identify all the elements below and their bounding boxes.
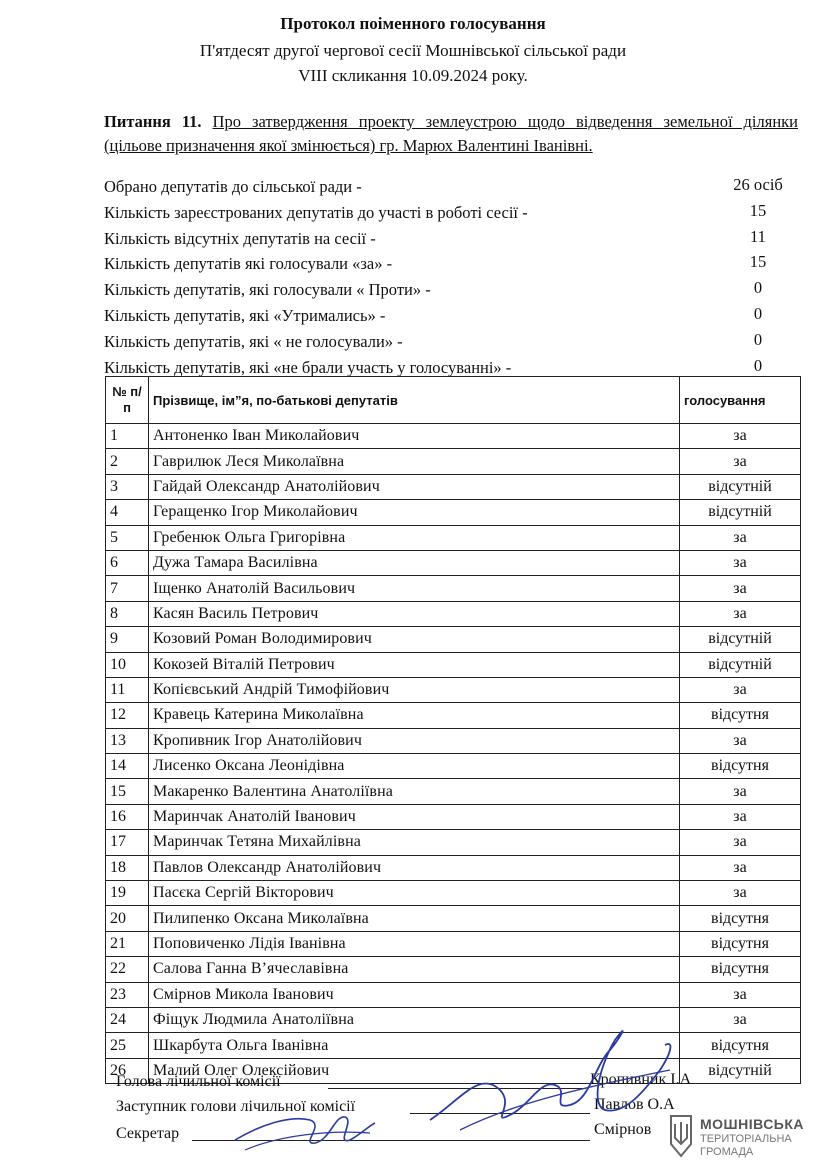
cell-num: 19 <box>106 881 149 906</box>
cell-num: 20 <box>106 906 149 931</box>
header-convocation: VIII скликання 10.09.2024 року. <box>298 66 528 85</box>
cell-num: 2 <box>106 449 149 474</box>
table-row <box>106 525 801 550</box>
cell-name: Дужа Тамара Василівна <box>149 550 680 575</box>
cell-name: Шкарбута Ольга Іванівна <box>149 1033 680 1058</box>
stat-row <box>104 200 804 229</box>
cell-num: 5 <box>106 525 149 550</box>
cell-num: 16 <box>106 804 149 829</box>
stat-label: Кількість депутатів, які голосували « Проти» - <box>104 280 431 300</box>
table-row <box>106 550 801 575</box>
cell-vote: за <box>680 525 801 550</box>
question-label: Питання 11. <box>104 112 202 131</box>
cell-vote: за <box>680 449 801 474</box>
table-row <box>106 576 801 601</box>
cell-num: 11 <box>106 677 149 702</box>
chair-sign-line <box>328 1088 586 1089</box>
table-row <box>106 779 801 804</box>
cell-num: 10 <box>106 652 149 677</box>
cell-vote: відсутній <box>680 474 801 499</box>
table-row <box>106 424 801 449</box>
cell-num: 12 <box>106 703 149 728</box>
stat-row <box>104 280 804 306</box>
stat-label: Обрано депутатів до сільської ради - <box>104 177 362 196</box>
cell-vote: за <box>680 881 801 906</box>
stat-row <box>104 177 804 203</box>
table-row <box>106 931 801 956</box>
cell-name: Козовий Роман Володимирович <box>149 627 680 652</box>
cell-num: 9 <box>106 627 149 652</box>
cell-name: Поповиченко Лідія Іванівна <box>149 931 680 956</box>
cell-vote: відсутня <box>680 957 801 982</box>
table-row <box>106 601 801 626</box>
stat-value: 0 <box>753 329 763 349</box>
table-row <box>106 982 801 1007</box>
stat-value: 11 <box>750 226 766 246</box>
header-name: Прізвище, ім”я, по-батькові депутатів <box>149 377 680 424</box>
table-row <box>106 957 801 982</box>
cell-vote: за <box>680 982 801 1007</box>
cell-name: Іщенко Анатолій Васильович <box>149 576 680 601</box>
stat-value: 15 <box>749 200 767 220</box>
cell-vote: відсутня <box>680 931 801 956</box>
stat-value: 15 <box>749 252 767 272</box>
stat-row <box>104 306 804 332</box>
stat-row <box>104 254 804 280</box>
cell-num: 24 <box>106 1007 149 1032</box>
chair-label: Голова лічильної комісії <box>116 1073 281 1090</box>
cell-num: 25 <box>106 1033 149 1058</box>
deputy-label: Заступник голови лічильної комісії <box>116 1098 356 1115</box>
cell-vote: відсутня <box>680 703 801 728</box>
cell-vote: відсутня <box>680 906 801 931</box>
cell-num: 18 <box>106 855 149 880</box>
chair-name: Кропивник І.А <box>590 1071 692 1088</box>
cell-vote: за <box>680 830 801 855</box>
cell-name: Геращенко Ігор Миколайович <box>149 500 680 525</box>
cell-name: Лисенко Оксана Леонідівна <box>149 754 680 779</box>
cell-name: Смірнов Микола Іванович <box>149 982 680 1007</box>
cell-vote: за <box>680 550 801 575</box>
cell-name: Маринчак Анатолій Іванович <box>149 804 680 829</box>
table-row <box>106 906 801 931</box>
stat-value: 0 <box>753 278 763 298</box>
cell-num: 21 <box>106 931 149 956</box>
cell-vote: відсутній <box>680 652 801 677</box>
cell-vote: за <box>680 779 801 804</box>
cell-num: 14 <box>106 754 149 779</box>
secretary-name: Смірнов <box>594 1121 652 1138</box>
table-row <box>106 652 801 677</box>
cell-num: 26 <box>106 1058 149 1083</box>
stat-label: Кількість зареєстрованих депутатів до участі в роботі сесії - <box>104 202 528 222</box>
cell-vote: відсутній <box>680 1058 801 1083</box>
cell-name: Пилипенко Оксана Миколаївна <box>149 906 680 931</box>
cell-name: Антоненко Іван Миколайович <box>149 424 680 449</box>
stat-row <box>104 329 804 358</box>
header-title: Протокол поіменного голосування <box>280 14 546 33</box>
cell-num: 15 <box>106 779 149 804</box>
cell-name: Касян Василь Петрович <box>149 601 680 626</box>
cell-num: 6 <box>106 550 149 575</box>
table-row <box>106 703 801 728</box>
cell-name: Кравець Катерина Миколаївна <box>149 703 680 728</box>
table-row <box>106 881 801 906</box>
question-block <box>104 110 798 158</box>
stat-label: Кількість відсутніх депутатів на сесії - <box>104 228 376 248</box>
cell-num: 4 <box>106 500 149 525</box>
cell-num: 1 <box>106 424 149 449</box>
community-logo <box>668 1112 818 1162</box>
table-row <box>106 1007 801 1032</box>
stat-label: Кількість депутатів, які «Утримались» - <box>104 306 386 325</box>
cell-name: Гайдай Олександр Анатолійович <box>149 474 680 499</box>
cell-num: 23 <box>106 982 149 1007</box>
cell-name: Макаренко Валентина Анатоліївна <box>149 779 680 804</box>
table-row <box>106 627 801 652</box>
table-row <box>106 728 801 753</box>
cell-vote: відсутня <box>680 754 801 779</box>
cell-vote: за <box>680 855 801 880</box>
cell-num: 3 <box>106 474 149 499</box>
header-vote: голосування <box>680 377 801 424</box>
cell-name: Пасєка Сергій Вікторович <box>149 881 680 906</box>
cell-name: Гаврилюк Леся Миколаївна <box>149 449 680 474</box>
cell-num: 22 <box>106 957 149 982</box>
cell-vote: за <box>680 677 801 702</box>
table-row <box>106 855 801 880</box>
stat-row <box>104 226 804 255</box>
cell-vote: відсутня <box>680 1033 801 1058</box>
cell-name: Малий Олег Олексійович <box>149 1058 680 1083</box>
cell-name: Павлов Олександр Анатолійович <box>149 855 680 880</box>
table-row <box>106 1033 801 1058</box>
logo-line2-text: ТЕРИТОРІАЛЬНА <box>700 1133 792 1145</box>
secretary-label: Секретар <box>116 1125 180 1142</box>
cell-vote: відсутній <box>680 500 801 525</box>
table-row <box>106 474 801 499</box>
cell-vote: за <box>680 601 801 626</box>
cell-vote: за <box>680 804 801 829</box>
cell-vote: за <box>680 1007 801 1032</box>
table-row <box>106 754 801 779</box>
stat-value: 0 <box>753 304 763 323</box>
table-header-row <box>106 377 801 424</box>
cell-num: 8 <box>106 601 149 626</box>
logo-line3-text: ГРОМАДА <box>700 1146 754 1158</box>
deputy-sign-line <box>410 1113 590 1114</box>
stat-label: Кількість депутатів які голосували «за» - <box>104 254 393 274</box>
question-text: Про затвердження проекту землеустрою щодо відведення земельної ділянки (цільове призначення якої змінюється) гр. Марюх Валентині Іванівні. <box>104 112 799 155</box>
trident-icon <box>668 1114 694 1158</box>
cell-vote: за <box>680 728 801 753</box>
cell-name: Салова Ганна В’ячеславівна <box>149 957 680 982</box>
table-row <box>106 449 801 474</box>
deputy-name: Павлов О.А <box>594 1096 675 1113</box>
cell-name: Маринчак Тетяна Михайлівна <box>149 830 680 855</box>
cell-num: 7 <box>106 576 149 601</box>
cell-name: Фіщук Людмила Анатоліївна <box>149 1007 680 1032</box>
stat-label: Кількість депутатів, які «не брали участь у голосуванні» - <box>104 357 512 377</box>
cell-num: 17 <box>106 830 149 855</box>
table-row <box>106 804 801 829</box>
cell-name: Гребенюк Ольга Григорівна <box>149 525 680 550</box>
stat-value: 26 осіб <box>733 175 783 194</box>
header-session: П'ятдесят другої чергової сесії Мошнівської сільської ради <box>199 41 627 60</box>
table-row <box>106 830 801 855</box>
votes-table <box>105 376 801 1084</box>
cell-name: Кокозей Віталій Петрович <box>149 652 680 677</box>
cell-num: 13 <box>106 728 149 753</box>
secretary-sign-line <box>192 1140 590 1141</box>
logo-line2 <box>700 1133 792 1159</box>
header-num: № п/п <box>106 377 149 424</box>
stat-label: Кількість депутатів, які « не голосували» - <box>104 331 403 351</box>
logo-line1: МОШНІВСЬКА <box>700 1116 805 1132</box>
table-row <box>106 500 801 525</box>
cell-vote: за <box>680 576 801 601</box>
stat-value: 0 <box>753 355 763 375</box>
cell-name: Кропивник Ігор Анатолійович <box>149 728 680 753</box>
cell-vote: відсутній <box>680 627 801 652</box>
table-row <box>106 677 801 702</box>
cell-name: Копієвський Андрій Тимофійович <box>149 677 680 702</box>
cell-vote: за <box>680 424 801 449</box>
